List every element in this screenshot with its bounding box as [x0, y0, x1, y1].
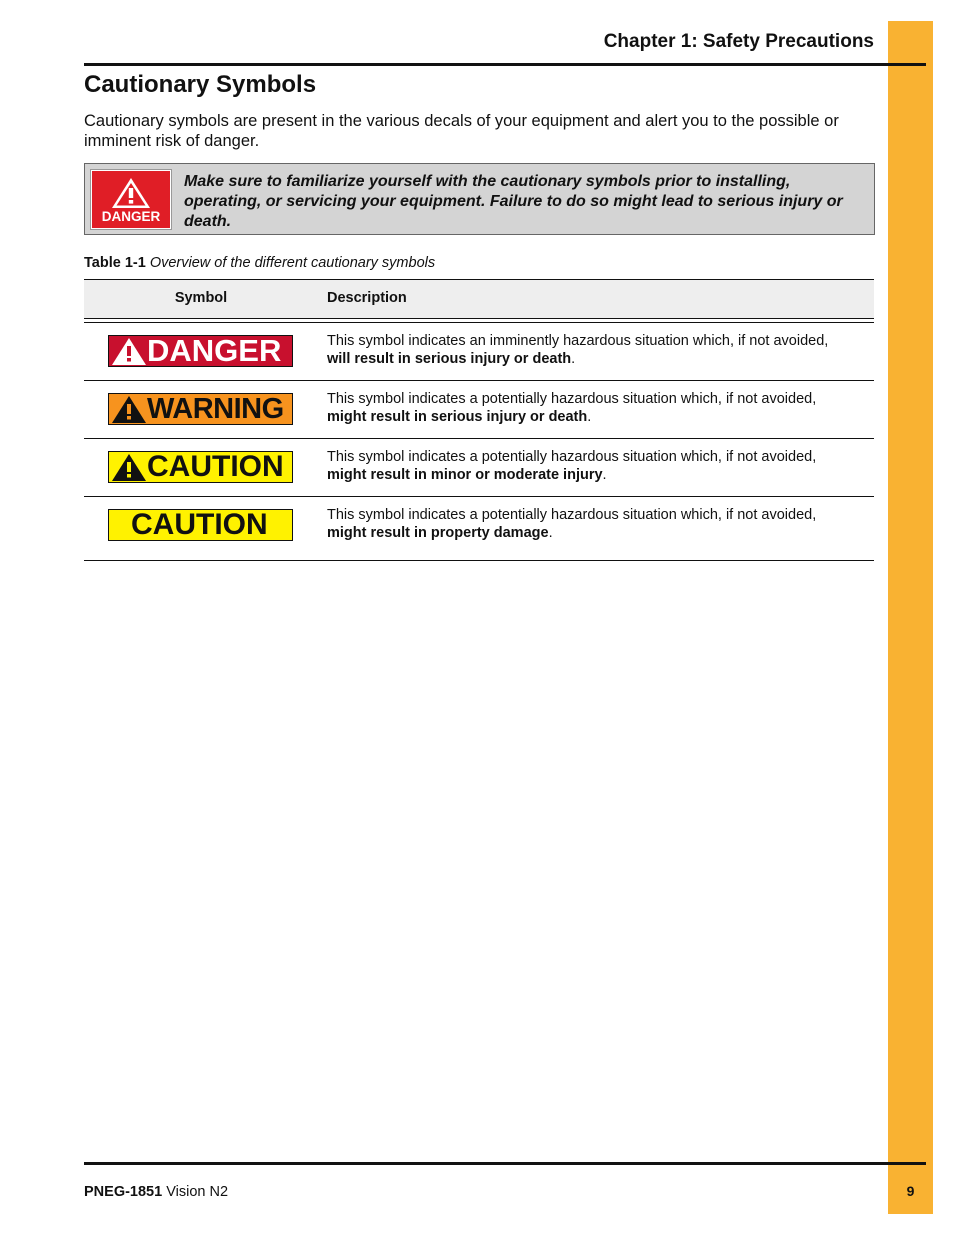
description-end: .: [602, 467, 607, 483]
warning-triangle-icon: [112, 454, 146, 481]
description-end: .: [548, 525, 553, 541]
table-row: [84, 381, 874, 439]
hazard-signal-word-decal: [108, 451, 293, 483]
table-header: [84, 279, 874, 318]
notice-text: Make sure to familiarize yourself with the cautionary symbols prior to installing, operating, or servicing your equipment. Failure to do so might lead to serious injury or death.: [184, 173, 843, 230]
footer-rule: [84, 1162, 926, 1165]
table-caption-text: Overview of the different cautionary symbols: [149, 255, 436, 271]
chapter-side-tab: [888, 21, 933, 1214]
description-text: This symbol indicates a potentially hazardous situation which, if not avoided,: [327, 449, 817, 465]
doc-name: Vision N2: [166, 1184, 229, 1200]
danger-decal: [91, 170, 171, 229]
description-consequence: might result in minor or moderate injury: [327, 467, 603, 483]
column-header-symbol: Symbol: [174, 290, 228, 306]
doc-code: PNEG-1851: [84, 1184, 163, 1200]
signal-word-label: CAUTION: [131, 508, 268, 541]
signal-word-label: WARNING: [147, 393, 284, 425]
danger-notice: [84, 163, 875, 235]
footer: [84, 1184, 228, 1200]
intro-paragraph: Cautionary symbols are present in the various decals of your equipment and alert you to the possible or imminent risk of danger.: [84, 112, 839, 150]
description-consequence: will result in serious injury or death: [327, 351, 572, 367]
description-end: .: [587, 409, 592, 425]
table-row: [84, 439, 874, 497]
symbol-description: [327, 390, 867, 426]
header-rule: [84, 63, 926, 66]
description-end: .: [571, 351, 576, 367]
hazard-signal-word-decal: [108, 393, 293, 425]
description-text: This symbol indicates a potentially hazardous situation which, if not avoided,: [327, 391, 817, 407]
symbol-description: [327, 332, 867, 368]
table-caption: [84, 255, 435, 271]
section-title: Cautionary Symbols: [84, 71, 317, 98]
table-caption-label: Table 1-1: [84, 255, 146, 271]
warning-triangle-icon: [112, 396, 146, 423]
hazard-signal-word-decal: [108, 335, 293, 367]
page-number: 9: [906, 1183, 915, 1199]
warning-triangle-icon: [112, 338, 146, 365]
signal-word-label: CAUTION: [147, 450, 284, 483]
description-consequence: might result in serious injury or death: [327, 409, 588, 425]
warning-triangle-icon: [111, 177, 151, 209]
column-header-description: Description: [327, 290, 407, 306]
description-text: This symbol indicates a potentially hazardous situation which, if not avoided,: [327, 507, 817, 523]
description-text: This symbol indicates an imminently hazardous situation which, if not avoided,: [327, 333, 829, 349]
symbol-description: [327, 506, 867, 542]
chapter-heading: Chapter 1: Safety Precautions: [603, 31, 874, 52]
signal-word-label: DANGER: [147, 333, 282, 368]
table-body: [84, 323, 874, 561]
description-consequence: might result in property damage: [327, 525, 549, 541]
cautionary-symbols-table: [84, 279, 874, 561]
danger-decal-label: DANGER: [101, 209, 161, 224]
hazard-signal-word-decal: [108, 509, 293, 541]
table-row: [84, 323, 874, 381]
symbol-description: [327, 448, 867, 484]
table-row: [84, 497, 874, 561]
